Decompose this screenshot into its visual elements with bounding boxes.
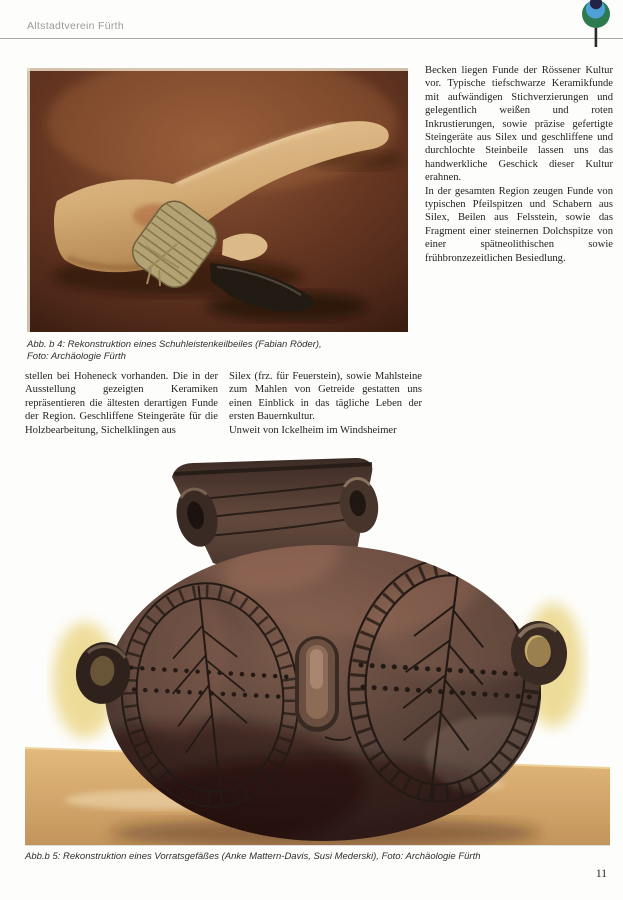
header-title: Altstadtverein Fürth (27, 20, 125, 32)
figure4-caption (27, 339, 417, 362)
column-mid-left (25, 370, 218, 437)
flower-logo-icon (579, 0, 613, 49)
adze-photo (27, 68, 408, 332)
column-mid-right (229, 370, 422, 437)
figure5-caption: Abb.b 5: Rekonstruktion eines Vorratsgefäßes (Anke Mattern-Davis, Susi Mederski), Foto: Archäologie Fürth (25, 851, 481, 862)
page-number: 11 (595, 868, 607, 880)
central-lug (295, 636, 339, 732)
paragraph-roessener: Becken liegen Funde der Rössener Kultur vor. Typische tiefschwarze Keramikfunde mit aufwändigen Stichverzierungen und gelegentlich weißen und roten Inkrustierungen, sowie präzise gefertigte Steingeräte aus Silex und geschliffene und durchlochte Steinbeile lassen uns das handwerkliche Geschick dieser Kultur erahnen. (425, 65, 613, 184)
header-rule (0, 38, 623, 39)
paragraph-region: In der gesamten Region zeugen Funde von typischen Pfeilspitzen und Schabern aus Silex, Beilen aus Felsstein, sowie das Fragment einer steinernen Dolchspitze von einer spätneolithischen sowie frühbronzezeitlichen Besiedlung. (425, 185, 613, 264)
paragraph-ickelheim: Unweit von Ickelheim im Windsheimer (229, 424, 397, 436)
column-right-top (425, 64, 613, 265)
figure4-caption-line1: Abb. b 4: Rekonstruktion eines Schuhleistenkeilbeiles (Fabian Röder), (27, 339, 322, 350)
figure4-caption-line2: Foto: Archäologie Fürth (27, 350, 126, 362)
vessel-photo (25, 455, 610, 846)
paragraph-silex: Silex (frz. für Feuerstein), sowie Mahlsteine zum Mahlen von Getreide gestatten uns einen Einblick in das tägliche Leben der ersten Bauernkultur. (229, 371, 422, 423)
paragraph-hoheneck: stellen bei Hoheneck vorhanden. Die in der Ausstellung gezeigten Keramiken repräsentieren die ältesten derartigen Funde der Region. Geschliffene Steingeräte für die Holzbearbeitung, Sichelklingen aus (25, 371, 218, 436)
